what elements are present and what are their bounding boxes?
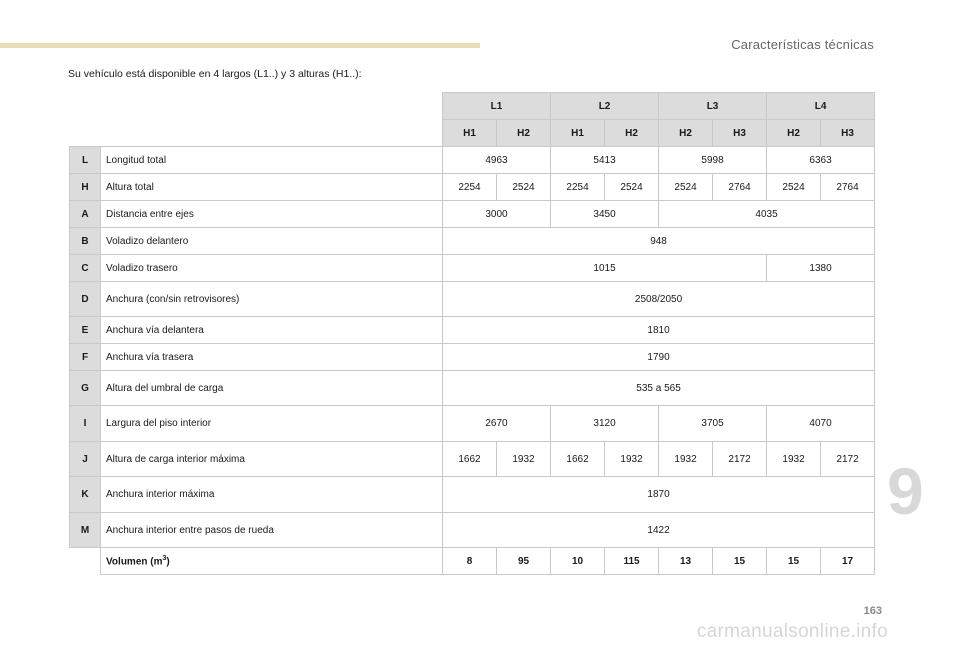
dimension-code: J: [70, 442, 101, 477]
chapter-number: 9: [887, 454, 924, 528]
dimension-label: Altura de carga interior máxima: [101, 442, 443, 477]
height-header-row: [70, 120, 875, 147]
dimension-label: Voladizo trasero: [101, 255, 443, 282]
header-spacer: [70, 93, 443, 120]
height-header: H1: [551, 120, 605, 147]
length-header-l4: L4: [767, 93, 875, 120]
height-header: H2: [497, 120, 551, 147]
dimension-code: I: [70, 406, 101, 442]
dimension-code: M: [70, 513, 101, 548]
dimension-value: 2254: [443, 174, 497, 201]
volume-code-spacer: [70, 548, 101, 575]
table-row: [70, 282, 875, 317]
volume-value: 8: [443, 548, 497, 575]
table-row: [70, 174, 875, 201]
dimension-value: 1380: [767, 255, 875, 282]
height-header: H1: [443, 120, 497, 147]
table-row: [70, 477, 875, 513]
dimension-code: D: [70, 282, 101, 317]
dimension-value: 2524: [767, 174, 821, 201]
dimension-value: 2524: [605, 174, 659, 201]
dimension-value: 5413: [551, 147, 659, 174]
dimension-label: Anchura interior entre pasos de rueda: [101, 513, 443, 548]
volume-label-text: Volumen (m: [106, 556, 163, 568]
volume-unit-exponent: 3: [162, 554, 167, 562]
dimension-value: 1932: [659, 442, 713, 477]
dimension-value: 3450: [551, 201, 659, 228]
dimension-value: 4963: [443, 147, 551, 174]
dimension-code: H: [70, 174, 101, 201]
dimension-value: 1662: [551, 442, 605, 477]
dimension-value: 1790: [443, 344, 875, 371]
section-title: Características técnicas: [731, 37, 874, 52]
watermark-text: carmanualsonline.info: [696, 621, 888, 642]
dimension-value: 3000: [443, 201, 551, 228]
page-number: 163: [863, 605, 882, 617]
table-row: [70, 228, 875, 255]
dimension-code: G: [70, 371, 101, 406]
dimension-code: L: [70, 147, 101, 174]
dimension-value: 2254: [551, 174, 605, 201]
table-row: [70, 255, 875, 282]
volume-value: 13: [659, 548, 713, 575]
height-header: H3: [713, 120, 767, 147]
dimension-label: Anchura interior máxima: [101, 477, 443, 513]
dimension-value: 5998: [659, 147, 767, 174]
dimension-value: 6363: [767, 147, 875, 174]
table-row: [70, 513, 875, 548]
dimension-value: 2764: [821, 174, 875, 201]
table-row: [70, 147, 875, 174]
dimension-value: 2508/2050: [443, 282, 875, 317]
dimension-value: 2524: [497, 174, 551, 201]
dimension-value: 535 a 565: [443, 371, 875, 406]
header-spacer: [70, 120, 443, 147]
length-header-l3: L3: [659, 93, 767, 120]
dimension-value: 2670: [443, 406, 551, 442]
length-header-l2: L2: [551, 93, 659, 120]
volume-value: 115: [605, 548, 659, 575]
length-header-l1: L1: [443, 93, 551, 120]
dimension-value: 2172: [713, 442, 767, 477]
dimension-value: 1932: [497, 442, 551, 477]
dimension-value: 1662: [443, 442, 497, 477]
dimension-value: 948: [443, 228, 875, 255]
dimension-value: 1932: [605, 442, 659, 477]
dimension-code: E: [70, 317, 101, 344]
dimension-label: Largura del piso interior: [101, 406, 443, 442]
dimension-value: 3120: [551, 406, 659, 442]
dimension-label: Anchura vía trasera: [101, 344, 443, 371]
dimension-value: 2172: [821, 442, 875, 477]
volume-value: 15: [767, 548, 821, 575]
dimension-value: 1810: [443, 317, 875, 344]
volume-value: 15: [713, 548, 767, 575]
volume-value: 95: [497, 548, 551, 575]
table-body: [70, 93, 875, 575]
height-header: H2: [767, 120, 821, 147]
dimensions-table: [69, 92, 875, 575]
dimension-label: Distancia entre ejes: [101, 201, 443, 228]
dimension-label: Anchura vía delantera: [101, 317, 443, 344]
length-header-row: [70, 93, 875, 120]
dimension-label: Altura del umbral de carga: [101, 371, 443, 406]
dimension-label: Longitud total: [101, 147, 443, 174]
table-row: [70, 406, 875, 442]
dimension-value: 1015: [443, 255, 767, 282]
dimension-value: 3705: [659, 406, 767, 442]
dimension-code: C: [70, 255, 101, 282]
table-row: [70, 442, 875, 477]
dimension-value: 4070: [767, 406, 875, 442]
height-header: H3: [821, 120, 875, 147]
dimension-code: F: [70, 344, 101, 371]
volume-label-close: ): [166, 556, 170, 568]
dimension-value: 2764: [713, 174, 767, 201]
dimension-value: 4035: [659, 201, 875, 228]
dimension-label: Anchura (con/sin retrovisores): [101, 282, 443, 317]
table-row: [70, 344, 875, 371]
dimension-value: 1422: [443, 513, 875, 548]
volume-value: 10: [551, 548, 605, 575]
table-row: [70, 317, 875, 344]
volume-row: [70, 548, 875, 575]
dimension-code: B: [70, 228, 101, 255]
dimension-code: K: [70, 477, 101, 513]
header-rule: [0, 43, 480, 48]
height-header: H2: [605, 120, 659, 147]
dimension-value: 1870: [443, 477, 875, 513]
intro-text: Su vehículo está disponible en 4 largos (L1..) y 3 alturas (H1..):: [68, 68, 362, 80]
height-header: H2: [659, 120, 713, 147]
volume-value: 17: [821, 548, 875, 575]
dimension-value: 1932: [767, 442, 821, 477]
dimension-label: Altura total: [101, 174, 443, 201]
table-row: [70, 371, 875, 406]
dimension-value: 2524: [659, 174, 713, 201]
volume-label: [101, 548, 443, 575]
dimension-label: Voladizo delantero: [101, 228, 443, 255]
table-row: [70, 201, 875, 228]
dimension-code: A: [70, 201, 101, 228]
